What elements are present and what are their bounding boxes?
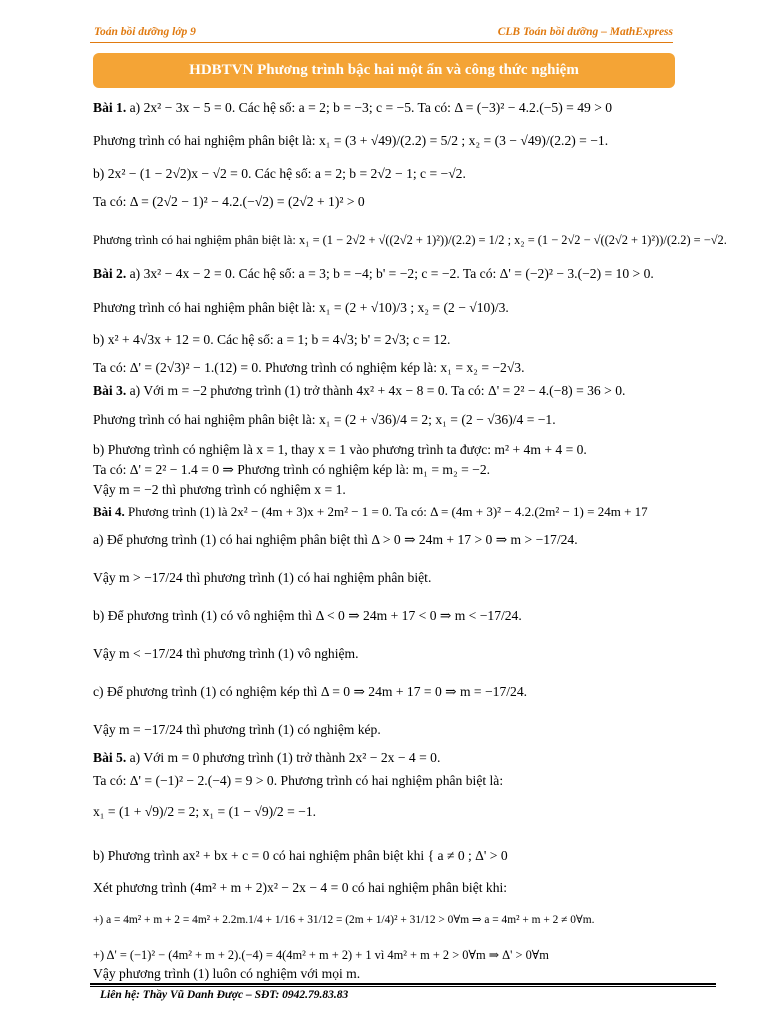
footer-contact: Liên hệ: Thầy Vũ Danh Được – SĐT: 0942.79.83.83 — [100, 989, 349, 1001]
text-line: +) Δ' = (−1)² − (4m² + m + 2).(−4) = 4(4m² + m + 2) + 1 vì 4m² + m + 2 > 0∀m ⇒ Δ' > 0∀m — [93, 948, 549, 962]
text-line: Vậy m = −17/24 thì phương trình (1) có nghiệm kép. — [93, 722, 381, 737]
text-line: b) Phương trình có nghiệm là x = 1, thay x = 1 vào phương trình ta được: m² + 4m + 4 = 0. — [93, 442, 587, 457]
banner-title: HDBTVN Phương trình bậc hai một ẩn và công thức nghiệm — [189, 62, 579, 78]
text-line: a) Để phương trình (1) có hai nghiệm phân biệt thì Δ > 0 ⇒ 24m + 17 > 0 ⇒ m > −17/24. — [93, 532, 578, 547]
text-line: Xét phương trình (4m² + m + 2)x² − 2x − 4 = 0 có hai nghiệm phân biệt khi: — [93, 880, 508, 895]
title-banner — [93, 53, 675, 88]
text-line: Vậy m = −2 thì phương trình có nghiệm x = 1. — [93, 482, 346, 497]
text-line: x₁ = (1 + √9)/2 = 2; x₁ = (1 − √9)/2 = −1. — [93, 804, 317, 819]
text-line: +) a = 4m² + m + 2 = 4m² + 2.2m.1/4 + 1/16 + 31/12 = (2m + 1/4)² + 31/12 > 0∀m ⇒ a = 4m² + m + 2 ≠ 0∀m. — [93, 914, 595, 926]
text-line — [93, 750, 440, 766]
line-text: a) 2x² − 3x − 5 = 0. Các hệ số: a = 2; b = −3; c = −5. Ta có: Δ = (−3)² − 4.2.(−5) = 49 > 0 — [126, 100, 613, 115]
text-line: b) Phương trình ax² + bx + c = 0 có hai nghiệm phân biệt khi { a ≠ 0 ; Δ' > 0 — [93, 848, 508, 863]
text-line: Ta có: Δ = (2√2 − 1)² − 4.2.(−√2) = (2√2 + 1)² > 0 — [93, 194, 365, 209]
text-line: b) x² + 4√3x + 12 = 0. Các hệ số: a = 1; b = 4√3; b' = 2√3; c = 12. — [93, 332, 451, 347]
text-line — [93, 504, 648, 520]
text-line: Vậy m < −17/24 thì phương trình (1) vô nghiệm. — [93, 646, 359, 661]
header-left: Toán bồi dưỡng lớp 9 — [94, 26, 196, 38]
text-line: Phương trình có hai nghiệm phân biệt là: x₁ = (2 + √36)/4 = 2; x₁ = (2 − √36)/4 = −1. — [93, 412, 556, 427]
page-header — [90, 24, 673, 42]
exercise-label: Bài 3. — [93, 383, 127, 398]
line-text: a) Với m = 0 phương trình (1) trở thành 2x² − 2x − 4 = 0. — [126, 750, 441, 765]
text-line: Ta có: Δ' = (2√3)² − 1.(12) = 0. Phương trình có nghiệm kép là: x₁ = x₂ = −2√3. — [93, 360, 525, 375]
line-text: a) 3x² − 4x − 2 = 0. Các hệ số: a = 3; b = −4; b' = −2; c = −2. Ta có: Δ' = (−2)² − 3.(−2) = 10 > 0. — [126, 266, 654, 281]
exercise-label: Bài 1. — [93, 100, 127, 115]
text-line: b) Để phương trình (1) có vô nghiệm thì Δ < 0 ⇒ 24m + 17 < 0 ⇒ m < −17/24. — [93, 608, 522, 623]
text-line: b) 2x² − (1 − 2√2)x − √2 = 0. Các hệ số: a = 2; b = 2√2 − 1; c = −√2. — [93, 166, 466, 181]
text-line — [93, 266, 654, 282]
exercise-label: Bài 5. — [93, 750, 127, 765]
text-line: Vậy m > −17/24 thì phương trình (1) có hai nghiệm phân biệt. — [93, 570, 432, 585]
header-right: CLB Toán bồi dưỡng – MathExpress — [497, 26, 673, 38]
line-text: Phương trình (1) là 2x² − (4m + 3)x + 2m² − 1 = 0. Ta có: Δ = (4m + 3)² − 4.2.(2m² − 1) = 24m + 17 — [124, 504, 648, 519]
header-divider — [90, 42, 673, 43]
text-line: Ta có: Δ' = (−1)² − 2.(−4) = 9 > 0. Phương trình có hai nghiệm phân biệt là: — [93, 773, 504, 788]
text-line: Ta có: Δ' = 2² − 1.4 = 0 ⇒ Phương trình có nghiệm kép là: m₁ = m₂ = −2. — [93, 462, 491, 477]
text-line: c) Để phương trình (1) có nghiệm kép thì Δ = 0 ⇒ 24m + 17 = 0 ⇒ m = −17/24. — [93, 684, 528, 699]
exercise-label: Bài 2. — [93, 266, 127, 281]
footer-divider — [90, 983, 716, 985]
footer-divider-thin — [90, 986, 716, 987]
text-line: Vậy phương trình (1) luôn có nghiệm với mọi m. — [93, 966, 361, 981]
text-line: Phương trình có hai nghiệm phân biệt là: x₁ = (3 + √49)/(2.2) = 5/2 ; x₂ = (3 − √49)/(2.2) = −1. — [93, 133, 609, 148]
text-line — [93, 383, 625, 399]
text-line: Phương trình có hai nghiệm phân biệt là: x₁ = (2 + √10)/3 ; x₂ = (2 − √10)/3. — [93, 300, 509, 315]
text-line — [93, 100, 612, 116]
exercise-label: Bài 4. — [93, 504, 125, 519]
line-text: a) Với m = −2 phương trình (1) trở thành 4x² + 4x − 8 = 0. Ta có: Δ' = 2² − 4.(−8) = 36 > 0. — [126, 383, 626, 398]
text-line: Phương trình có hai nghiệm phân biệt là: x₁ = (1 − 2√2 + √((2√2 + 1)²))/(2.2) = 1/2 ; x₂ = (1 − 2√2 − √((2√2 + 1)²))/(2.2) = −√2. — [93, 233, 727, 247]
